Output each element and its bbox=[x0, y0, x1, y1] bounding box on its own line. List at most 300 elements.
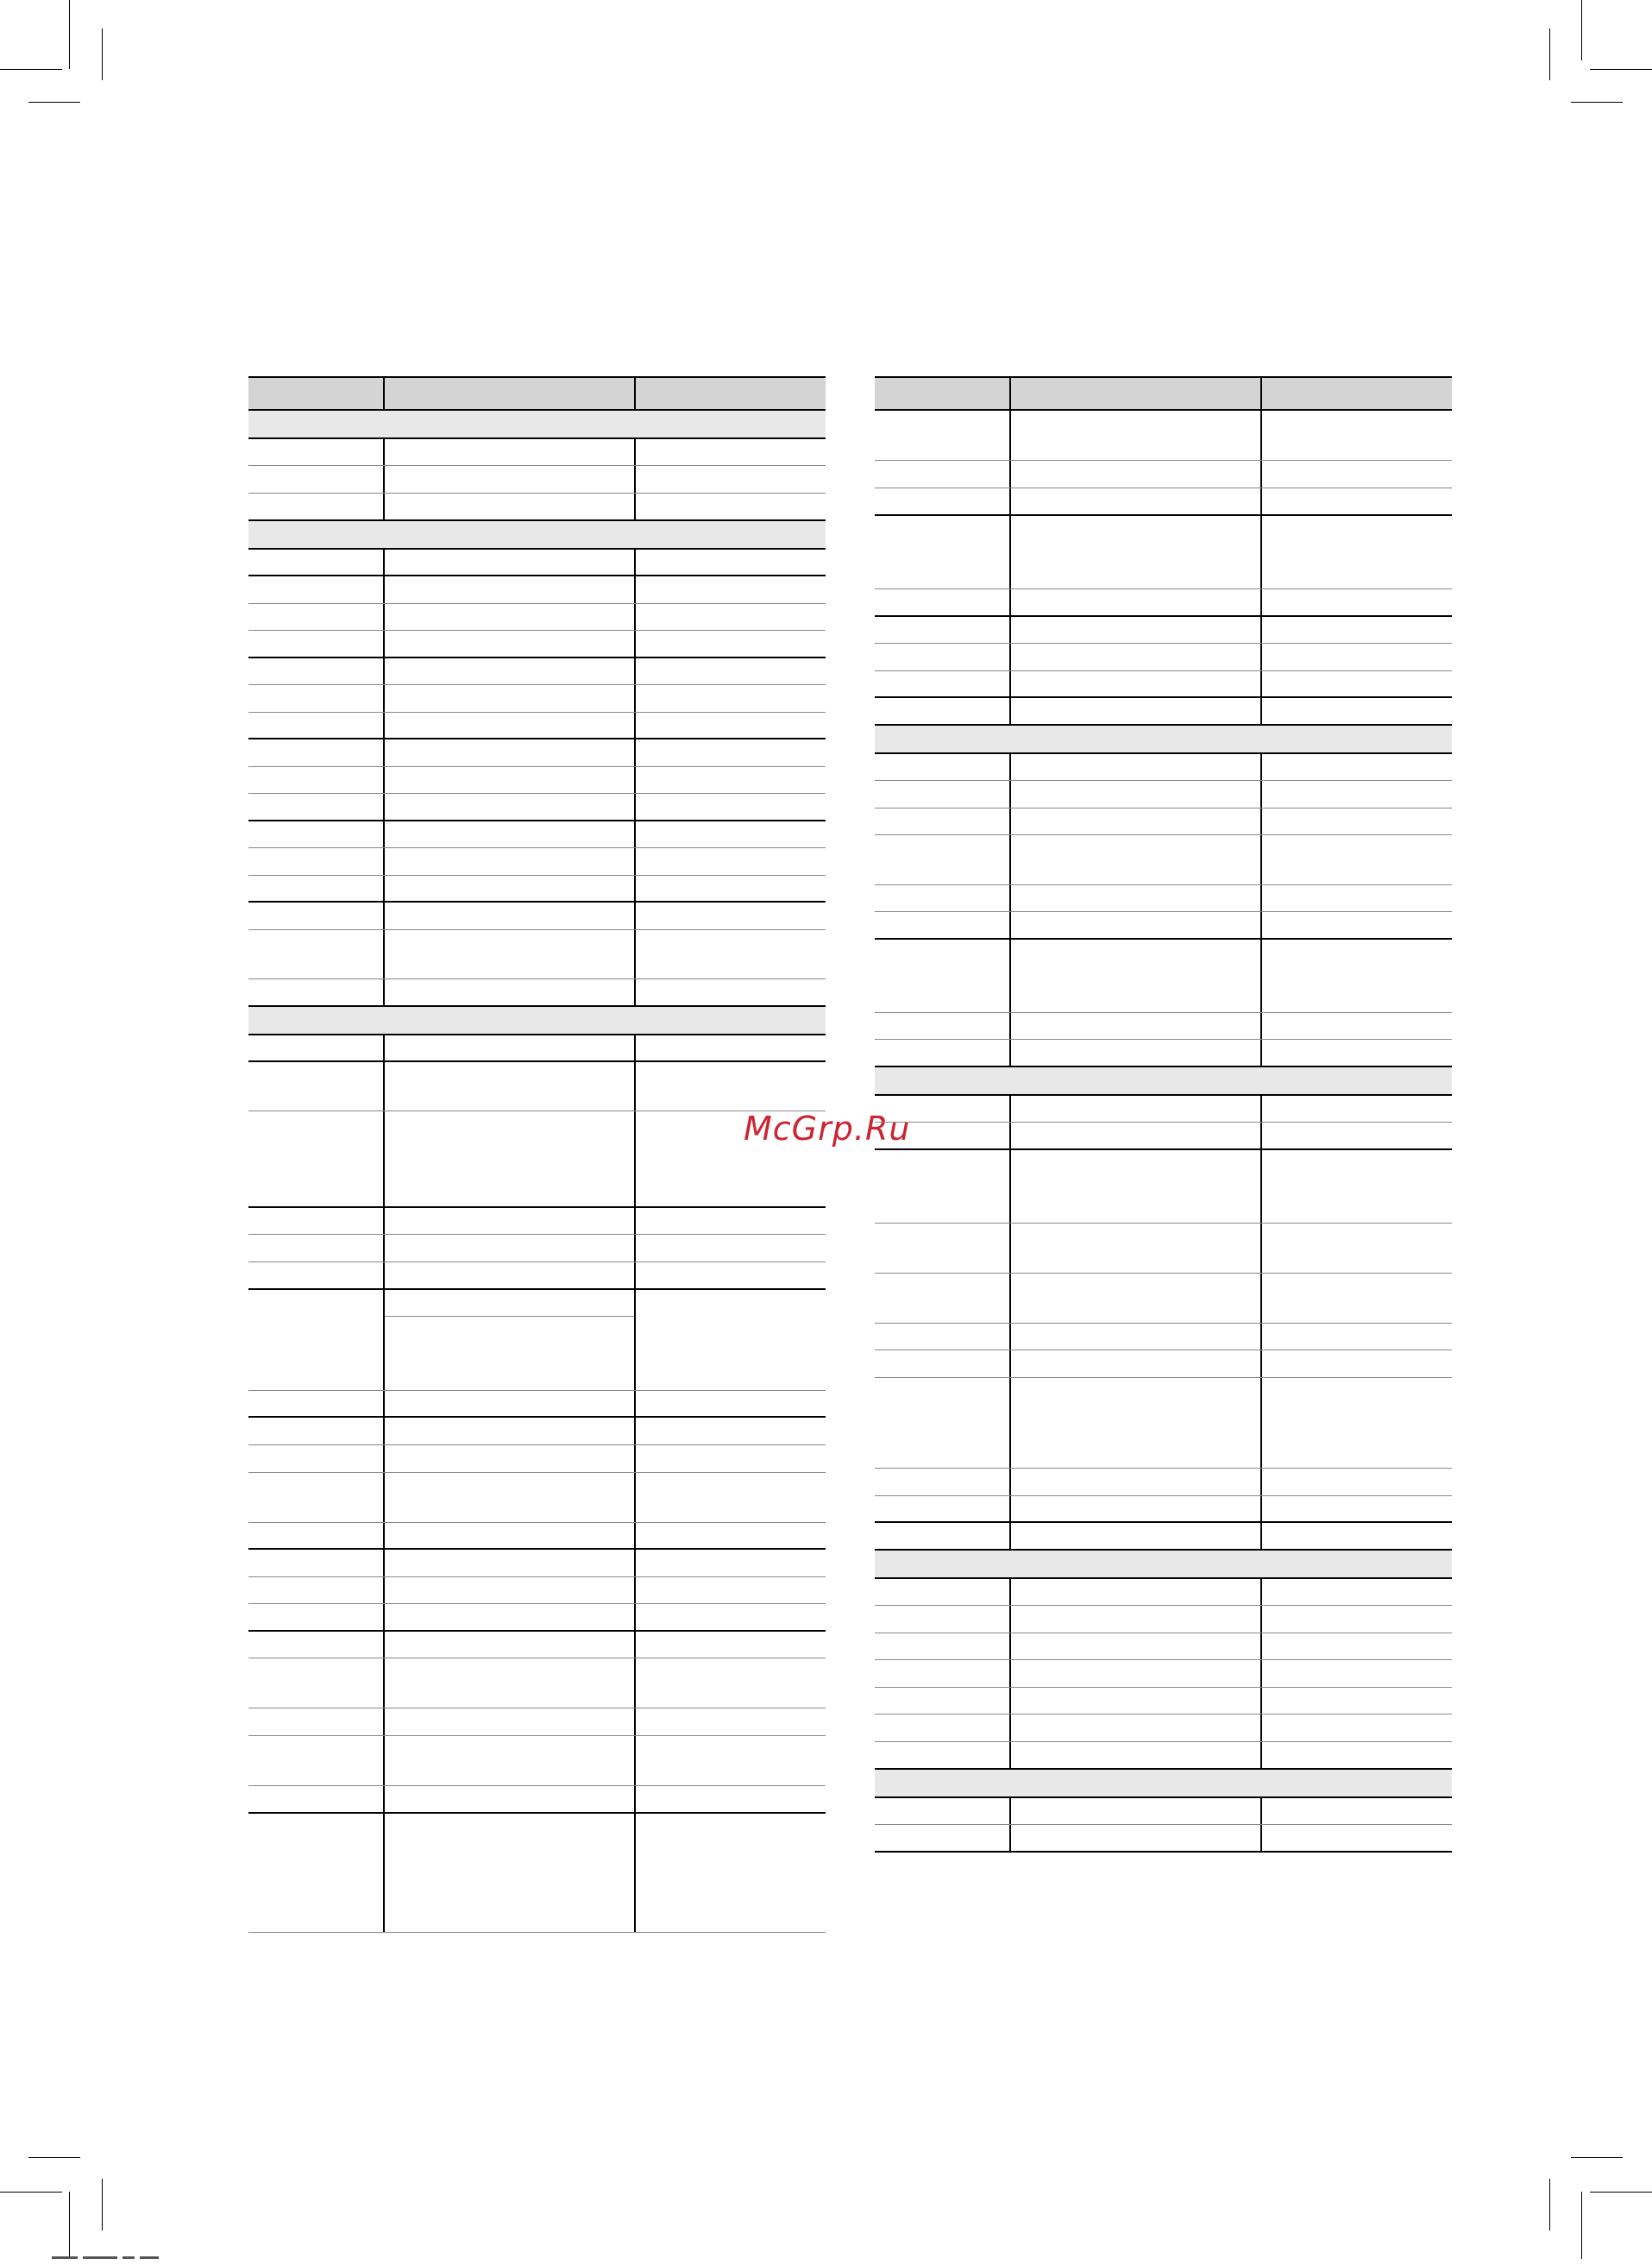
table-cell bbox=[248, 576, 385, 603]
table-cell bbox=[385, 876, 636, 901]
section-title bbox=[875, 726, 1452, 752]
table-cell bbox=[875, 1274, 1011, 1323]
table-row bbox=[248, 713, 826, 739]
table-cell bbox=[385, 794, 636, 820]
table-cell bbox=[1262, 698, 1452, 724]
table-row bbox=[875, 1798, 1452, 1825]
table-row bbox=[875, 1496, 1452, 1523]
table-row bbox=[875, 1274, 1452, 1324]
crop-mark bbox=[1581, 0, 1582, 60]
table-cell bbox=[875, 1123, 1011, 1148]
table-cell bbox=[248, 1736, 385, 1785]
table-row bbox=[248, 848, 826, 876]
table-row bbox=[875, 1742, 1452, 1770]
table-row bbox=[875, 1688, 1452, 1714]
table-cell bbox=[1011, 1742, 1262, 1768]
table-row bbox=[248, 685, 826, 713]
table-cell bbox=[875, 781, 1011, 808]
table-row bbox=[875, 589, 1452, 617]
table-cell bbox=[248, 1632, 385, 1658]
table-cell bbox=[385, 550, 636, 575]
table-row bbox=[248, 466, 826, 494]
table-cell bbox=[385, 466, 636, 493]
table-cell bbox=[1262, 1825, 1452, 1851]
table-cell bbox=[385, 631, 636, 657]
section-row bbox=[875, 1770, 1452, 1798]
table-cell bbox=[636, 1523, 826, 1548]
crop-mark bbox=[1581, 2192, 1582, 2259]
table-cell bbox=[875, 1688, 1011, 1714]
table-cell bbox=[1011, 617, 1262, 643]
table-cell bbox=[385, 1736, 636, 1785]
table-row bbox=[875, 1825, 1452, 1853]
table-cell bbox=[1262, 885, 1452, 911]
table-cell bbox=[636, 767, 826, 793]
table-cell bbox=[385, 1708, 636, 1735]
table-row bbox=[875, 808, 1452, 835]
table-cell bbox=[1011, 516, 1262, 588]
left-spec-table bbox=[248, 376, 826, 1933]
table-row bbox=[875, 1013, 1452, 1040]
table-cell bbox=[636, 1604, 826, 1630]
table-row bbox=[248, 1235, 826, 1262]
table-cell bbox=[1262, 411, 1452, 460]
table-cell bbox=[1011, 1013, 1262, 1039]
table-cell bbox=[248, 1391, 385, 1416]
table-cell bbox=[875, 411, 1011, 460]
table-cell bbox=[1262, 589, 1452, 615]
table-row bbox=[248, 739, 826, 767]
table-cell bbox=[1262, 671, 1452, 696]
table-cell bbox=[385, 1208, 636, 1234]
table-row bbox=[248, 1577, 826, 1604]
table-row bbox=[248, 930, 826, 979]
table-cell bbox=[1011, 1224, 1262, 1273]
table-cell bbox=[636, 1473, 826, 1522]
table-cell bbox=[875, 808, 1011, 834]
section-title bbox=[248, 411, 826, 437]
crop-mark bbox=[1549, 28, 1550, 80]
table-cell bbox=[1011, 940, 1262, 1012]
table-cell bbox=[1011, 808, 1262, 834]
table-cell bbox=[1011, 671, 1262, 696]
table-cell bbox=[1262, 1742, 1452, 1768]
table-cell bbox=[1011, 1096, 1262, 1122]
table-cell bbox=[248, 848, 385, 875]
table-cell bbox=[636, 1391, 826, 1416]
table-cell bbox=[1262, 1096, 1452, 1122]
section-row bbox=[248, 1007, 826, 1035]
table-cell bbox=[875, 885, 1011, 911]
table-row bbox=[248, 1632, 826, 1658]
table-cell bbox=[1011, 1469, 1262, 1495]
table-cell bbox=[385, 1235, 636, 1261]
table-cell bbox=[385, 1062, 636, 1110]
header-cell bbox=[385, 378, 636, 409]
table-row bbox=[248, 494, 826, 521]
table-cell bbox=[385, 1473, 636, 1522]
table-row bbox=[875, 1123, 1452, 1150]
table-cell bbox=[248, 1523, 385, 1548]
table-cell-split bbox=[385, 1290, 636, 1390]
table-cell bbox=[1262, 1714, 1452, 1741]
table-cell bbox=[636, 576, 826, 603]
table-cell bbox=[1262, 488, 1452, 514]
crop-mark bbox=[28, 102, 80, 103]
table-row bbox=[875, 1714, 1452, 1742]
table-cell bbox=[1262, 1496, 1452, 1521]
section-row bbox=[248, 411, 826, 439]
header-cell bbox=[636, 378, 826, 409]
table-cell bbox=[1011, 1350, 1262, 1377]
table-cell bbox=[1011, 1688, 1262, 1714]
table-row bbox=[248, 767, 826, 794]
table-cell bbox=[636, 494, 826, 519]
table-row bbox=[248, 903, 826, 930]
table-cell bbox=[875, 912, 1011, 938]
table-row bbox=[875, 411, 1452, 461]
table-cell bbox=[636, 979, 826, 1005]
table-cell bbox=[248, 1111, 385, 1206]
table-cell bbox=[385, 1418, 636, 1444]
table-cell bbox=[636, 1658, 826, 1708]
table-cell bbox=[385, 713, 636, 738]
crop-mark bbox=[1590, 69, 1652, 70]
table-cell bbox=[875, 1825, 1011, 1851]
table-cell bbox=[248, 979, 385, 1005]
table-cell bbox=[385, 1111, 636, 1206]
table-cell bbox=[248, 767, 385, 793]
table-cell bbox=[1011, 589, 1262, 615]
table-cell bbox=[636, 713, 826, 738]
table-cell bbox=[248, 631, 385, 657]
header-cell bbox=[1011, 378, 1262, 409]
table-cell bbox=[385, 1577, 636, 1603]
table-cell bbox=[1011, 1714, 1262, 1741]
table-cell bbox=[385, 1262, 636, 1288]
table-subcell bbox=[385, 1317, 634, 1390]
table-cell bbox=[248, 1708, 385, 1735]
table-cell bbox=[636, 1550, 826, 1576]
table-cell bbox=[636, 658, 826, 684]
table-cell bbox=[1262, 1579, 1452, 1605]
table-cell bbox=[875, 1224, 1011, 1273]
crop-mark bbox=[1549, 2179, 1550, 2230]
table-cell bbox=[248, 821, 385, 847]
table-cell bbox=[385, 903, 636, 929]
table-cell bbox=[248, 713, 385, 738]
table-row bbox=[248, 576, 826, 604]
table-cell bbox=[1262, 1274, 1452, 1323]
table-cell bbox=[875, 1040, 1011, 1066]
table-cell bbox=[385, 604, 636, 630]
table-cell bbox=[1262, 1224, 1452, 1273]
table-cell bbox=[636, 848, 826, 875]
table-cell bbox=[385, 930, 636, 978]
table-cell bbox=[385, 439, 636, 465]
table-cell bbox=[1262, 1013, 1452, 1039]
table-row bbox=[875, 940, 1452, 1013]
table-cell bbox=[875, 1523, 1011, 1549]
table-cell bbox=[636, 439, 826, 465]
table-cell bbox=[385, 1786, 636, 1812]
table-cell bbox=[248, 1418, 385, 1444]
table-cell bbox=[248, 685, 385, 712]
table-row bbox=[875, 698, 1452, 726]
table-cell bbox=[1262, 1606, 1452, 1633]
table-row bbox=[875, 1469, 1452, 1496]
table-cell bbox=[1262, 835, 1452, 884]
table-cell bbox=[1262, 1660, 1452, 1687]
table-cell bbox=[875, 940, 1011, 1012]
table-cell bbox=[248, 439, 385, 465]
table-cell bbox=[875, 1579, 1011, 1605]
table-cell bbox=[636, 685, 826, 712]
table-cell bbox=[875, 1013, 1011, 1039]
table-cell bbox=[1011, 781, 1262, 808]
table-row bbox=[248, 658, 826, 685]
table-row bbox=[248, 979, 826, 1007]
table-cell bbox=[636, 1632, 826, 1658]
header-cell bbox=[248, 378, 385, 409]
table-cell bbox=[385, 1632, 636, 1658]
table-row bbox=[248, 876, 826, 903]
table-cell bbox=[248, 1035, 385, 1060]
table-cell bbox=[1262, 1798, 1452, 1824]
table-row bbox=[875, 1350, 1452, 1378]
table-cell bbox=[875, 1714, 1011, 1741]
section-row bbox=[248, 521, 826, 550]
table-row bbox=[875, 1324, 1452, 1350]
table-row bbox=[875, 835, 1452, 885]
table-cell bbox=[875, 1350, 1011, 1377]
section-title bbox=[875, 1551, 1452, 1577]
table-row bbox=[875, 754, 1452, 781]
table-row bbox=[875, 1378, 1452, 1469]
section-title bbox=[875, 1067, 1452, 1094]
table-row bbox=[248, 1290, 826, 1391]
table-row bbox=[875, 1579, 1452, 1606]
table-cell bbox=[875, 835, 1011, 884]
table-cell bbox=[1262, 1633, 1452, 1659]
table-cell bbox=[1262, 754, 1452, 780]
table-cell bbox=[248, 466, 385, 493]
table-cell bbox=[1262, 1040, 1452, 1066]
table-header bbox=[875, 376, 1452, 411]
table-cell bbox=[636, 1208, 826, 1234]
table-cell bbox=[248, 903, 385, 929]
table-cell bbox=[636, 1235, 826, 1261]
table-cell bbox=[385, 979, 636, 1005]
crop-mark bbox=[1571, 102, 1623, 103]
table-cell bbox=[248, 658, 385, 684]
table-cell bbox=[1262, 1123, 1452, 1148]
table-cell bbox=[875, 1378, 1011, 1468]
crop-mark bbox=[102, 28, 103, 80]
table-cell bbox=[875, 1150, 1011, 1223]
crop-mark bbox=[69, 0, 70, 69]
table-cell bbox=[1011, 698, 1262, 724]
section-title bbox=[875, 1770, 1452, 1796]
section-row bbox=[875, 1551, 1452, 1579]
table-cell bbox=[248, 1550, 385, 1576]
table-row bbox=[875, 617, 1452, 644]
table-cell bbox=[1262, 940, 1452, 1012]
table-row bbox=[248, 1062, 826, 1111]
table-cell bbox=[636, 1736, 826, 1785]
table-header bbox=[248, 376, 826, 411]
table-cell bbox=[385, 1391, 636, 1416]
table-cell bbox=[1011, 1040, 1262, 1066]
table-cell bbox=[1011, 644, 1262, 670]
table-cell bbox=[1011, 1579, 1262, 1605]
table-cell bbox=[385, 494, 636, 519]
table-cell bbox=[248, 1062, 385, 1110]
table-cell bbox=[248, 550, 385, 575]
table-cell bbox=[1011, 1633, 1262, 1659]
table-cell bbox=[875, 1798, 1011, 1824]
table-cell bbox=[1262, 1324, 1452, 1350]
table-row bbox=[248, 1786, 826, 1814]
section-title bbox=[248, 1007, 826, 1034]
table-cell bbox=[248, 876, 385, 901]
table-cell bbox=[1262, 1469, 1452, 1495]
table-cell bbox=[385, 1445, 636, 1472]
table-cell bbox=[248, 1262, 385, 1288]
table-row bbox=[248, 1208, 826, 1235]
table-cell bbox=[385, 1814, 636, 1932]
table-cell bbox=[1262, 781, 1452, 808]
table-cell bbox=[1011, 912, 1262, 938]
table-row bbox=[875, 461, 1452, 488]
table-cell bbox=[248, 1445, 385, 1472]
table-cell bbox=[636, 739, 826, 766]
table-cell bbox=[1011, 1496, 1262, 1521]
watermark-text: McGrp.Ru bbox=[744, 1110, 911, 1148]
table-cell bbox=[1011, 1274, 1262, 1323]
table-cell bbox=[385, 848, 636, 875]
table-row bbox=[875, 912, 1452, 940]
table-row bbox=[875, 671, 1452, 698]
table-cell bbox=[248, 739, 385, 766]
section-title bbox=[248, 521, 826, 548]
table-row bbox=[248, 821, 826, 848]
table-cell bbox=[636, 1577, 826, 1603]
table-cell bbox=[248, 1290, 385, 1390]
table-cell bbox=[385, 685, 636, 712]
table-cell bbox=[385, 1604, 636, 1630]
table-cell bbox=[875, 488, 1011, 514]
crop-mark bbox=[28, 2157, 80, 2158]
table-row bbox=[248, 794, 826, 821]
table-cell bbox=[636, 550, 826, 575]
table-row bbox=[875, 1660, 1452, 1688]
table-cell bbox=[248, 794, 385, 820]
table-row bbox=[248, 631, 826, 658]
crop-mark bbox=[1571, 2157, 1623, 2158]
table-row bbox=[875, 1523, 1452, 1551]
table-cell bbox=[636, 1262, 826, 1288]
table-cell bbox=[385, 767, 636, 793]
table-cell bbox=[1011, 885, 1262, 911]
table-cell bbox=[636, 466, 826, 493]
table-row bbox=[248, 1523, 826, 1550]
table-cell bbox=[875, 1660, 1011, 1687]
section-row bbox=[875, 726, 1452, 754]
table-row bbox=[875, 781, 1452, 808]
table-subcell bbox=[385, 1290, 634, 1317]
table-cell bbox=[1262, 516, 1452, 588]
table-cell bbox=[1262, 617, 1452, 643]
table-row bbox=[248, 1473, 826, 1523]
table-cell bbox=[875, 1633, 1011, 1659]
table-row bbox=[248, 1111, 826, 1208]
table-cell bbox=[1011, 1660, 1262, 1687]
table-cell bbox=[248, 1235, 385, 1261]
table-row bbox=[875, 1096, 1452, 1123]
table-row bbox=[248, 1708, 826, 1736]
table-row bbox=[875, 1606, 1452, 1633]
table-row bbox=[875, 1633, 1452, 1660]
table-cell bbox=[248, 930, 385, 978]
table-cell bbox=[875, 671, 1011, 696]
table-cell bbox=[1262, 461, 1452, 488]
table-cell bbox=[1262, 1688, 1452, 1714]
table-row bbox=[248, 1814, 826, 1933]
table-cell bbox=[636, 821, 826, 847]
table-cell bbox=[248, 494, 385, 519]
table-cell bbox=[1011, 461, 1262, 488]
table-cell bbox=[875, 1496, 1011, 1521]
table-row bbox=[248, 1604, 826, 1632]
table-cell bbox=[385, 821, 636, 847]
table-cell bbox=[385, 1550, 636, 1576]
table-cell bbox=[1011, 1324, 1262, 1350]
table-cell bbox=[1011, 835, 1262, 884]
table-cell bbox=[1262, 1378, 1452, 1468]
table-row bbox=[248, 550, 826, 576]
table-cell bbox=[1262, 644, 1452, 670]
table-cell bbox=[1011, 488, 1262, 514]
table-cell bbox=[385, 739, 636, 766]
table-cell bbox=[1011, 411, 1262, 460]
table-cell bbox=[1011, 1825, 1262, 1851]
table-cell bbox=[636, 1445, 826, 1472]
table-cell bbox=[875, 516, 1011, 588]
table-cell bbox=[248, 1473, 385, 1522]
table-row bbox=[248, 1035, 826, 1062]
table-cell bbox=[875, 644, 1011, 670]
crop-mark bbox=[0, 2192, 62, 2193]
table-cell bbox=[636, 1062, 826, 1110]
header-cell bbox=[875, 378, 1011, 409]
table-row bbox=[248, 439, 826, 466]
table-cell bbox=[875, 589, 1011, 615]
table-row bbox=[248, 1391, 826, 1418]
table-cell bbox=[875, 1324, 1011, 1350]
table-cell bbox=[1011, 1123, 1262, 1148]
table-cell bbox=[875, 617, 1011, 643]
table-row bbox=[248, 1658, 826, 1708]
table-cell bbox=[636, 1786, 826, 1812]
table-cell bbox=[875, 1469, 1011, 1495]
table-cell bbox=[636, 1708, 826, 1735]
table-cell bbox=[875, 1606, 1011, 1633]
table-cell bbox=[875, 754, 1011, 780]
table-cell bbox=[636, 903, 826, 929]
crop-mark bbox=[1590, 2192, 1652, 2193]
section-row bbox=[875, 1067, 1452, 1096]
